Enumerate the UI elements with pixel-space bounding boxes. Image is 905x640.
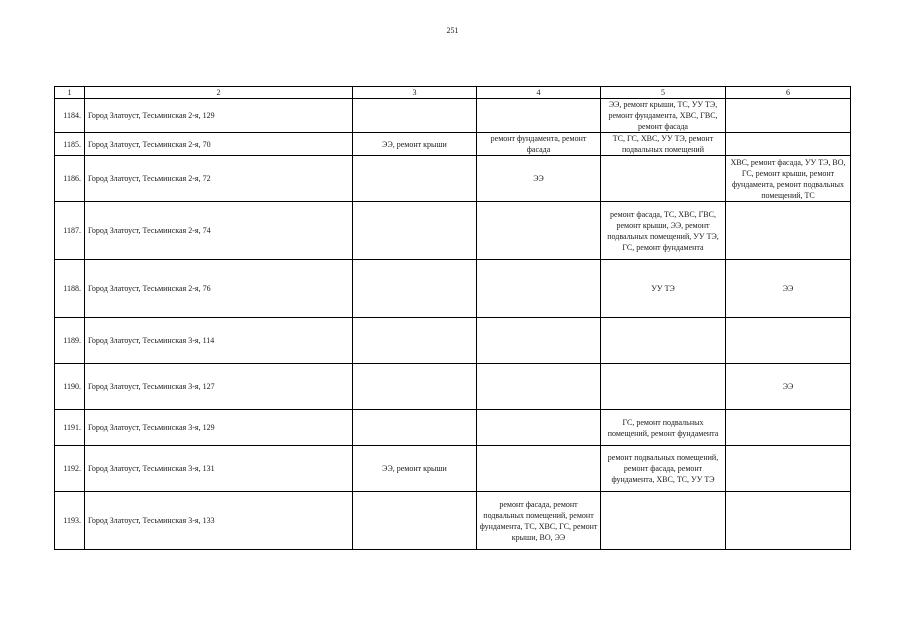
- row-number: 1184.: [55, 99, 85, 133]
- period-cell-3: [353, 202, 477, 260]
- period-cell-4: ремонт фасада, ремонт подвальных помещений, ремонт фундамента, ТС, ХВС, ГС, ремонт крыши, ВО, ЭЭ: [477, 492, 601, 550]
- table-row: [55, 364, 851, 410]
- table-row: [55, 492, 851, 550]
- period-cell-3: [353, 410, 477, 446]
- period-cell-6: [726, 133, 851, 156]
- address-cell: Город Златоуст, Тесьминская 3-я, 129: [85, 410, 353, 446]
- period-cell-4: [477, 364, 601, 410]
- period-cell-3: ЭЭ, ремонт крыши: [353, 446, 477, 492]
- table-row: [55, 318, 851, 364]
- column-header: 6: [726, 87, 851, 99]
- address-cell: Город Златоуст, Тесьминская 3-я, 131: [85, 446, 353, 492]
- period-cell-4: [477, 260, 601, 318]
- column-header: 4: [477, 87, 601, 99]
- period-cell-6: [726, 99, 851, 133]
- row-number: 1193.: [55, 492, 85, 550]
- column-header-row: [55, 87, 851, 99]
- period-cell-6: [726, 202, 851, 260]
- table-row: [55, 260, 851, 318]
- period-cell-3: [353, 156, 477, 202]
- column-header: 1: [55, 87, 85, 99]
- period-cell-5: [601, 364, 726, 410]
- period-cell-3: [353, 364, 477, 410]
- address-cell: Город Златоуст, Тесьминская 2-я, 129: [85, 99, 353, 133]
- address-cell: Город Златоуст, Тесьминская 3-я, 114: [85, 318, 353, 364]
- table-row: [55, 133, 851, 156]
- period-cell-3: [353, 99, 477, 133]
- period-cell-4: [477, 202, 601, 260]
- column-header: 5: [601, 87, 726, 99]
- row-number: 1191.: [55, 410, 85, 446]
- period-cell-6: [726, 446, 851, 492]
- table-row: [55, 410, 851, 446]
- period-cell-5: [601, 492, 726, 550]
- page-number: 251: [446, 26, 459, 35]
- period-cell-5: ГС, ремонт подвальных помещений, ремонт фундамента: [601, 410, 726, 446]
- period-cell-5: [601, 156, 726, 202]
- table-row: [55, 99, 851, 133]
- period-cell-5: ТС, ГС, ХВС, УУ ТЭ, ремонт подвальных помещений: [601, 133, 726, 156]
- row-number: 1186.: [55, 156, 85, 202]
- row-number: 1189.: [55, 318, 85, 364]
- period-cell-6: ХВС, ремонт фасада, УУ ТЭ, ВО, ГС, ремонт крыши, ремонт фундамента, ремонт подвальных помещений, ТС: [726, 156, 851, 202]
- period-cell-3: [353, 260, 477, 318]
- address-cell: Город Златоуст, Тесьминская 2-я, 70: [85, 133, 353, 156]
- period-cell-6: [726, 492, 851, 550]
- address-cell: Город Златоуст, Тесьминская 2-я, 72: [85, 156, 353, 202]
- period-cell-5: УУ ТЭ: [601, 260, 726, 318]
- period-cell-4: [477, 410, 601, 446]
- period-cell-5: ремонт подвальных помещений, ремонт фасада, ремонт фундамента, ХВС, ТС, УУ ТЭ: [601, 446, 726, 492]
- period-cell-5: ЭЭ, ремонт крыши, ТС, УУ ТЭ, ремонт фундамента, ХВС, ГВС, ремонт фасада: [601, 99, 726, 133]
- repair-schedule-table: [54, 86, 851, 550]
- address-cell: Город Златоуст, Тесьминская 3-я, 133: [85, 492, 353, 550]
- table-row: [55, 156, 851, 202]
- period-cell-6: [726, 318, 851, 364]
- period-cell-4: ремонт фундамента, ремонт фасада: [477, 133, 601, 156]
- period-cell-5: [601, 318, 726, 364]
- address-cell: Город Златоуст, Тесьминская 2-я, 74: [85, 202, 353, 260]
- table-row: [55, 202, 851, 260]
- table-row: [55, 446, 851, 492]
- address-cell: Город Златоуст, Тесьминская 2-я, 76: [85, 260, 353, 318]
- period-cell-3: [353, 492, 477, 550]
- period-cell-3: [353, 318, 477, 364]
- period-cell-4: [477, 446, 601, 492]
- row-number: 1187.: [55, 202, 85, 260]
- column-header: 3: [353, 87, 477, 99]
- row-number: 1190.: [55, 364, 85, 410]
- period-cell-4: [477, 99, 601, 133]
- column-header: 2: [85, 87, 353, 99]
- row-number: 1192.: [55, 446, 85, 492]
- period-cell-6: ЭЭ: [726, 260, 851, 318]
- address-cell: Город Златоуст, Тесьминская 3-я, 127: [85, 364, 353, 410]
- period-cell-6: ЭЭ: [726, 364, 851, 410]
- row-number: 1188.: [55, 260, 85, 318]
- period-cell-4: [477, 318, 601, 364]
- period-cell-6: [726, 410, 851, 446]
- period-cell-4: ЭЭ: [477, 156, 601, 202]
- period-cell-5: ремонт фасада, ТС, ХВС, ГВС, ремонт крыши, ЭЭ, ремонт подвальных помещений, УУ ТЭ, ГС, ремонт фундамента: [601, 202, 726, 260]
- row-number: 1185.: [55, 133, 85, 156]
- period-cell-3: ЭЭ, ремонт крыши: [353, 133, 477, 156]
